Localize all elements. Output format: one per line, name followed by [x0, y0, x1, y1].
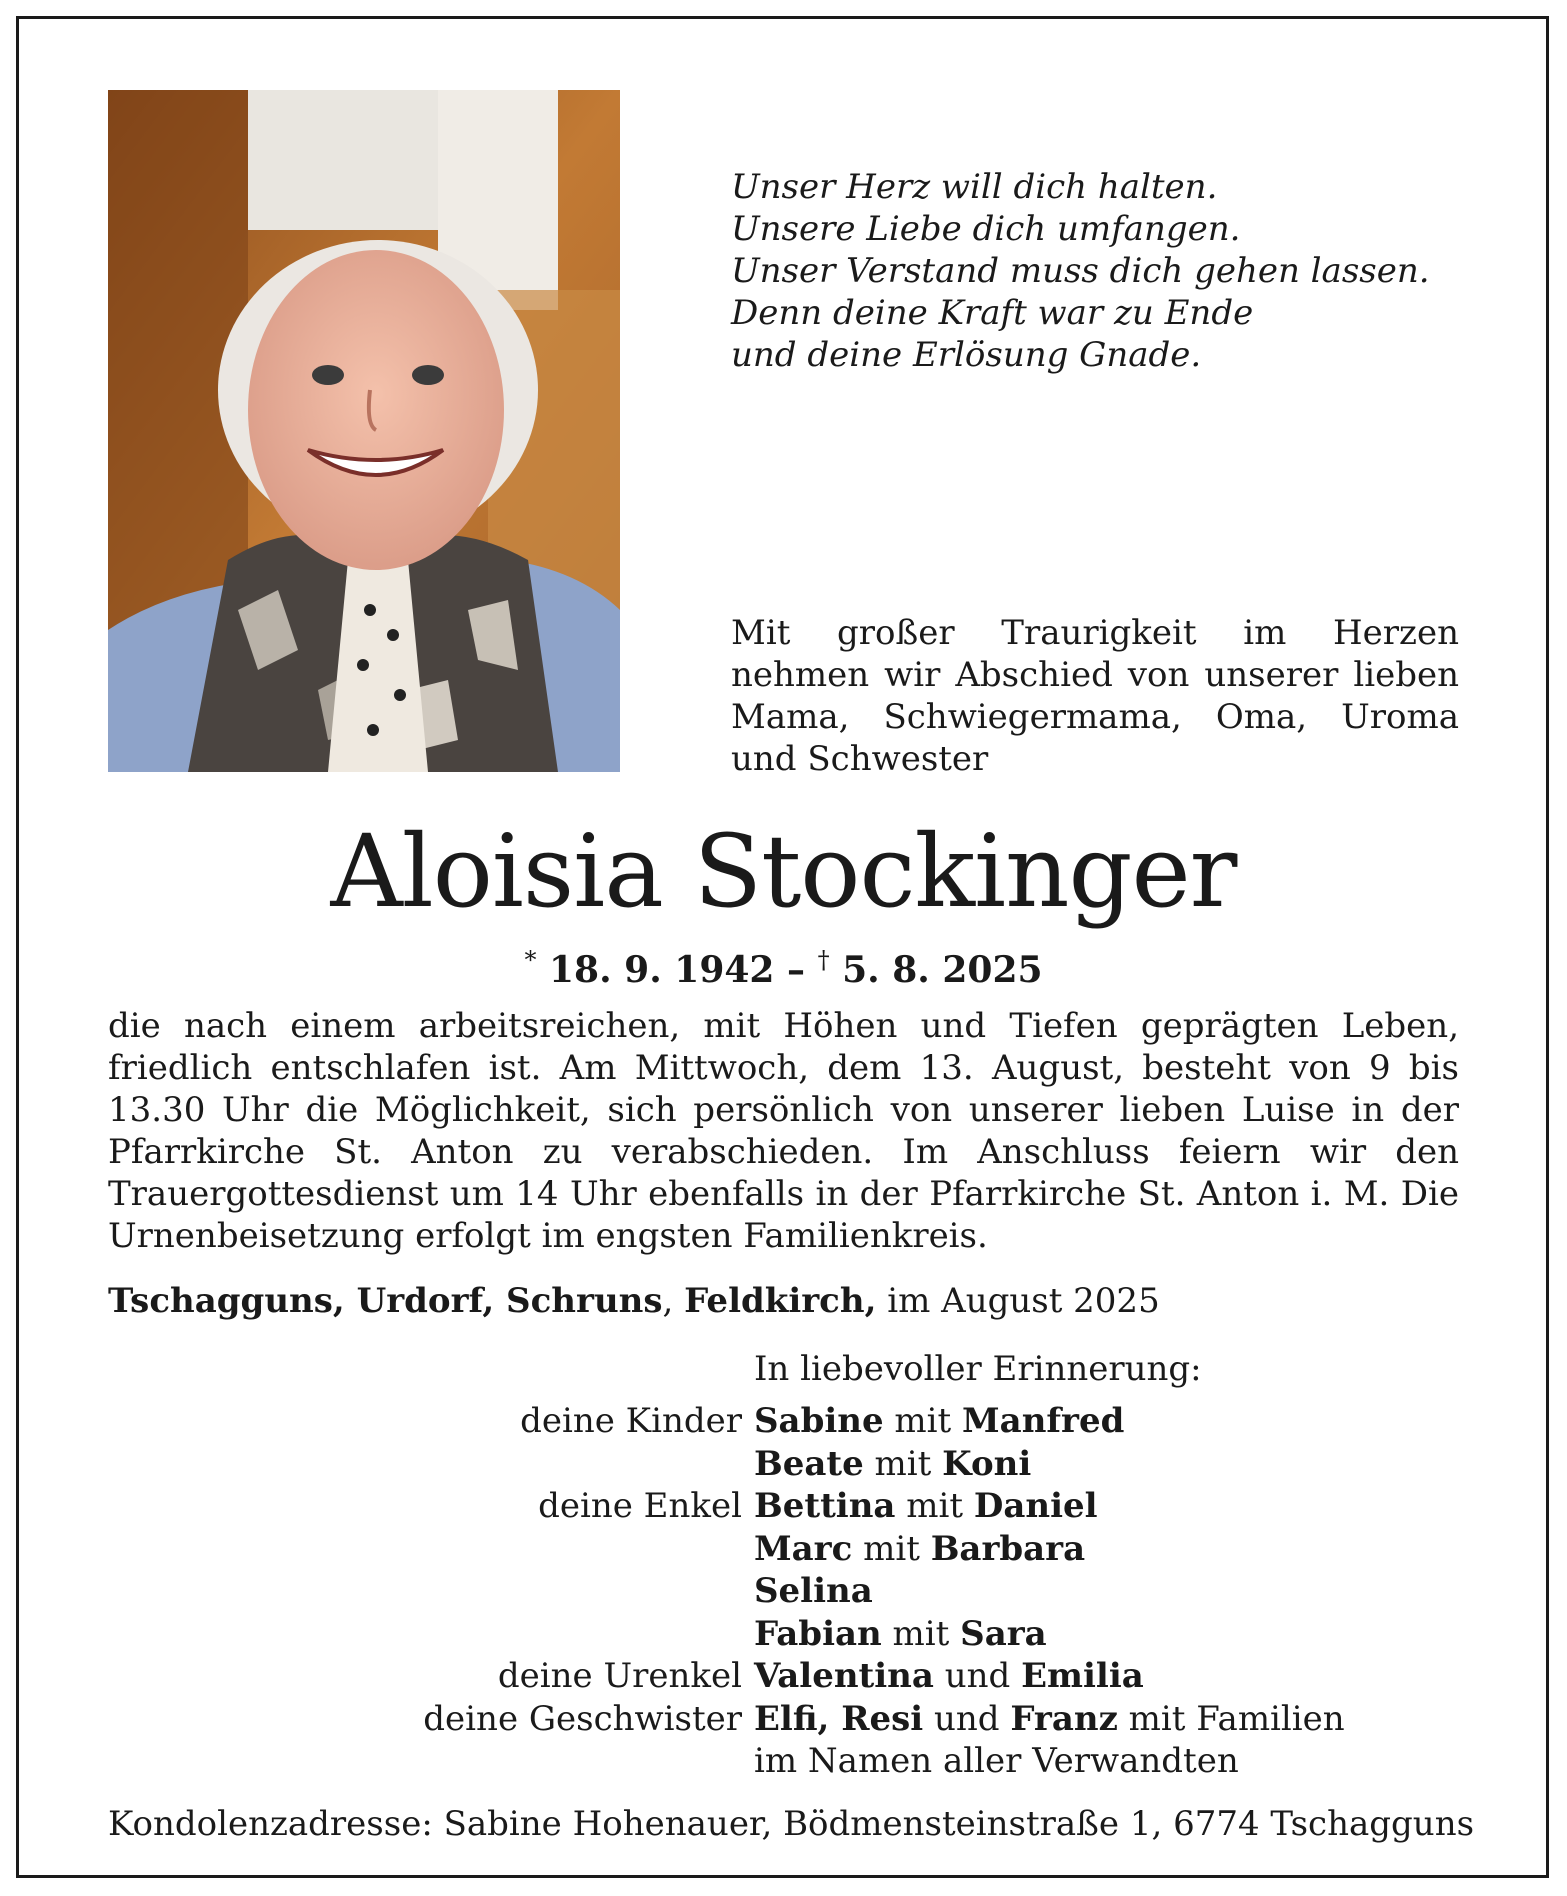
family-names [754, 1570, 873, 1613]
poem-line: Unser Herz will dich halten. [731, 167, 1218, 207]
relation-label: deine Kinder [520, 1401, 742, 1441]
place-feldkirch: Feldkirch, [684, 1281, 877, 1321]
date-dash: – [774, 949, 818, 991]
place-separator: , [662, 1281, 685, 1321]
connector: mit [883, 1401, 963, 1441]
name-beate: Beate [754, 1443, 864, 1484]
family-list [300, 1400, 1500, 1783]
name-daniel: Daniel [973, 1486, 1098, 1526]
birth-date: 18. 9. 1942 [549, 949, 775, 991]
name-fabian: Fabian [754, 1613, 882, 1654]
relation-label: deine Urenkel [497, 1656, 742, 1696]
name-koni: Koni [942, 1443, 1032, 1484]
name-sabine: Sabine [754, 1401, 884, 1441]
family-names [754, 1655, 1144, 1698]
name-valentina: Valentina [754, 1656, 934, 1696]
family-row [300, 1485, 1500, 1528]
family-row [300, 1698, 1500, 1741]
relatives-note: im Namen aller Verwandten [754, 1741, 1239, 1781]
date-line: im August 2025 [876, 1281, 1160, 1321]
connector: mit Familien [1117, 1698, 1345, 1739]
family-names [754, 1400, 1124, 1443]
poem-line: Unsere Liebe dich umfangen. [731, 209, 1241, 249]
name-sara: Sara [960, 1613, 1047, 1654]
family-names [754, 1443, 1031, 1486]
name-manfred: Manfred [962, 1401, 1125, 1441]
name-barbara: Barbara [930, 1528, 1086, 1569]
farewell-intro: Mit großer Traurigkeit im Herzen nehmen wir Abschied von unserer lieben Mama, Schwiegermama, Oma, Uroma und Schwester [731, 613, 1459, 779]
death-date: 5. 8. 2025 [842, 949, 1043, 991]
deceased-name: Aloisia Stockinger [330, 813, 1237, 930]
death-symbol: † [817, 946, 830, 974]
family-row [300, 1443, 1500, 1486]
family-row [300, 1528, 1500, 1571]
connector: mit [863, 1443, 943, 1484]
connector: und [923, 1698, 1011, 1739]
poem-line: Denn deine Kraft war zu Ende [731, 293, 1254, 333]
life-dates [0, 937, 1567, 993]
family-row [300, 1400, 1500, 1443]
family-names [754, 1698, 1345, 1741]
relation-label [300, 1570, 754, 1613]
place-names: Tschagguns, Urdorf, Schruns [108, 1281, 663, 1321]
name-elfi-resi: Elfi, Resi [754, 1698, 924, 1739]
family-row [300, 1740, 1500, 1783]
connector: mit [895, 1486, 974, 1526]
portrait-photo [108, 90, 620, 772]
relation-label [300, 1740, 754, 1783]
name-franz: Franz [1010, 1698, 1118, 1739]
relation-label: deine Geschwister [423, 1698, 742, 1739]
condolence-address: Kondolenzadresse: Sabine Hohenauer, Bödmensteinstraße 1, 6774 Tschagguns [108, 1804, 1475, 1844]
name-emilia: Emilia [1021, 1656, 1144, 1696]
places-line [108, 1280, 1459, 1322]
name-bettina: Bettina [754, 1486, 896, 1526]
family-names [754, 1528, 1085, 1571]
connector: und [933, 1656, 1022, 1696]
relation-label [300, 1528, 754, 1571]
connector: mit [852, 1528, 931, 1569]
birth-symbol: * [524, 946, 537, 974]
family-names [754, 1485, 1098, 1528]
connector: mit [881, 1613, 961, 1654]
family-row [300, 1655, 1500, 1698]
name-selina: Selina [754, 1571, 873, 1611]
memory-heading: In liebevoller Erinnerung: [754, 1349, 1202, 1389]
relation-label [300, 1443, 754, 1486]
family-names [754, 1613, 1047, 1656]
relation-label [300, 1613, 754, 1656]
poem-line: und deine Erlösung Gnade. [731, 335, 1202, 375]
relation-label: deine Enkel [538, 1486, 742, 1526]
family-row [300, 1613, 1500, 1656]
announcement-text: die nach einem arbeitsreichen, mit Höhen und Tiefen geprägten Leben, friedlich entschlafen ist. Am Mittwoch, dem 13. August, besteht von 9 bis 13.30 Uhr die Möglichkeit, sich persönlich von unserer lieben Luise in der Pfarrkirche St. Anton zu verabschieden. Im Anschluss feiern wir den Trauergottesdienst um 14 Uhr ebenfalls in der Pfarrkirche St. Anton i. M. Die Urnenbeisetzung erfolgt im engsten Familienkreis. [108, 1006, 1459, 1256]
poem [731, 166, 1451, 376]
name-marc: Marc [754, 1528, 853, 1569]
poem-line: Unser Verstand muss dich gehen lassen. [731, 251, 1430, 291]
family-row [300, 1570, 1500, 1613]
